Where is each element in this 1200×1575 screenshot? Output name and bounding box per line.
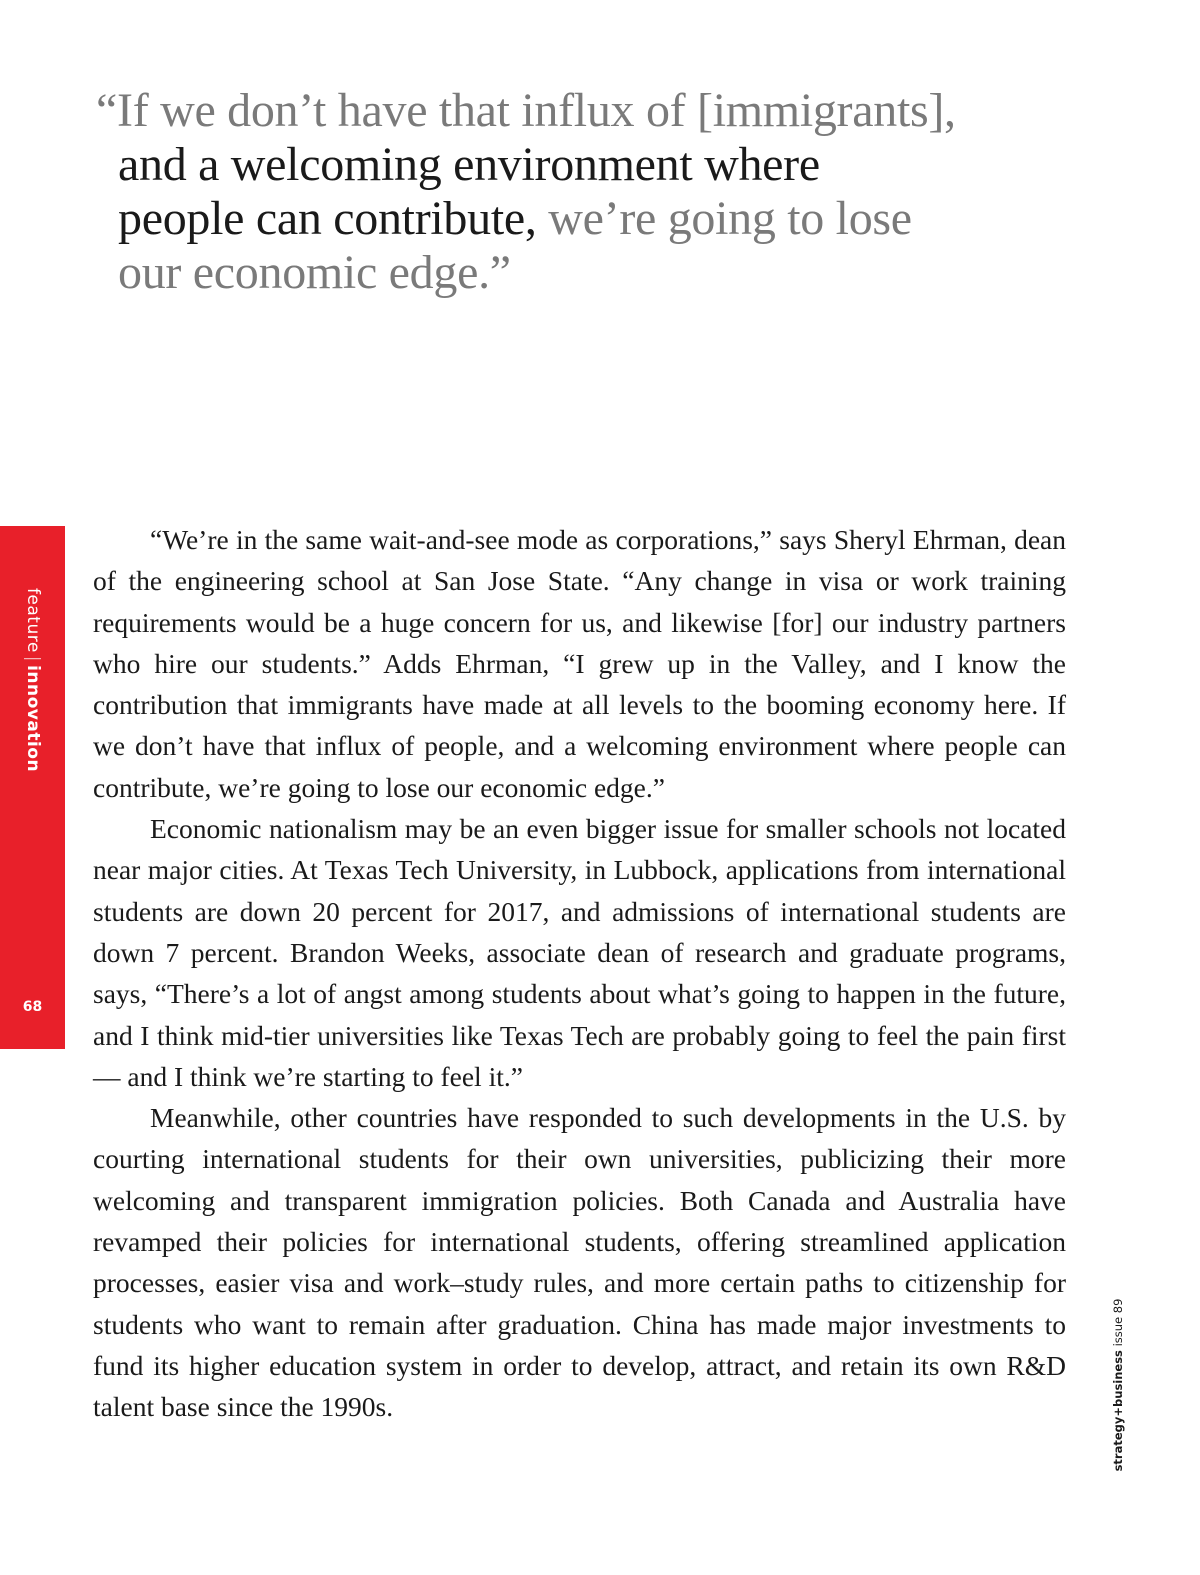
pull-quote-continuation: we’re going to lose	[536, 192, 912, 245]
section-topic: innovation	[23, 665, 43, 773]
article-paragraph-2: Economic nationalism may be an even bigger issue for smaller schools not located near major cities. At Texas Tech University, in Lubbock, applications from international students are down 20 percent for 2017, and admissions of international students are down 7 percent. Brandon Weeks, associate dean of research and graduate programs, says, “There’s a lot of angst among students about what’s going to happen in the future, and I think mid-tier universities like Texas Tech are probably going to feel the pain first — and I think we’re starting to feel it.”	[93, 813, 1066, 1092]
pull-quote	[96, 84, 1096, 300]
publication-name: strategy+business	[1111, 1350, 1125, 1472]
pull-quote-line-1: “If we don’t have that influx of [immigrants],	[96, 84, 956, 137]
issue-label: issue 89	[1111, 1298, 1125, 1351]
article-body	[93, 519, 1066, 1428]
page-number: 68	[22, 999, 43, 1015]
article-paragraph-3: Meanwhile, other countries have responded to such developments in the U.S. by courting international students for their own universities, publicizing their more welcoming and transparent immigration policies. Both Canada and Australia have revamped their policies for international students, offering streamlined application processes, easier visa and work–study rules, and more certain paths to citizenship for students who want to remain after graduation. China has made major investments to fund its higher education system in order to develop, attract, and retain its own R&D talent base since the 1990s.	[93, 1102, 1066, 1423]
section-label	[23, 588, 43, 772]
publication-footer	[1111, 1299, 1125, 1472]
pull-quote-line-2: and a welcoming environment where	[118, 138, 820, 191]
pull-quote-line-4: our economic edge.”	[118, 246, 511, 299]
article-paragraph-1: “We’re in the same wait-and-see mode as corporations,” says Sheryl Ehrman, dean of the engineering school at San Jose State. “Any change in visa or work training requirements would be a huge concern for us, and likewise [for] our industry partners who hire our students.” Adds Ehrman, “I grew up in the Valley, and I know the contribution that immigrants have made at all levels to the booming economy here. If we don’t have that influx of people, and a welcoming environment where people can contribute, we’re going to lose our economic edge.”	[93, 524, 1066, 803]
pull-quote-line-3	[96, 192, 1096, 246]
pull-quote-emphasis: people can contribute,	[118, 192, 537, 245]
section-name: feature	[23, 587, 43, 653]
section-separator: |	[23, 655, 43, 663]
